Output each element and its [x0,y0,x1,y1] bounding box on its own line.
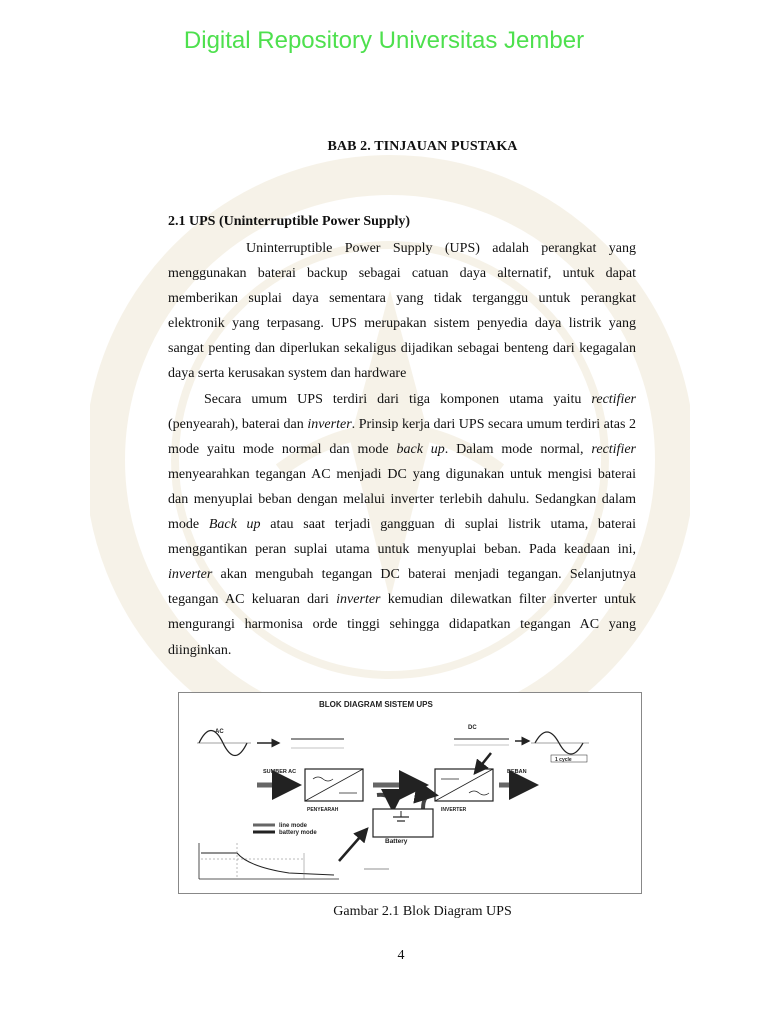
load-label: BEBAN [507,769,527,775]
arrow-rectifier-to-battery [377,795,393,809]
battery-label: Battery [385,838,408,845]
repository-header: Digital Repository Universitas Jember [183,27,585,54]
rectifier-label: PENYEARAH [307,807,339,813]
page-number: 4 [397,948,405,963]
ups-block-diagram [178,692,642,894]
source-label: SUMBER AC [263,769,297,775]
paragraph-ups-principle: Secara umum UPS terdiri dari tiga komponen utama yaitu rectifier (penyearah), baterai dan inverter. Prinsip kerja dari UPS secara umum terdiri atas 2 mode yaitu mode normal dan mode back up. Dalam mode normal, rectifier menyearahkan tegangan AC menjadi DC yang digunakan untuk mengisi baterai dan menyuplai beban dengan melalui inverter terlebih dahulu. Sedangkan dalam mode Back up atau saat terjadi gangguan di suplai listrik utama, baterai menggantikan peran suplai utama untuk menyuplai beban. Pada keadaan ini, inverter akan mengubah tegangan DC baterai menjadi tegangan. Selanjutnya tegangan AC keluaran dari inverter kemudian dilewatkan filter inverter untuk mengurangi harmonisa orde tinggi sehingga didapatkan tegangan AC yang diinginkan. [168,391,637,658]
dc-label: DC [468,725,477,731]
paragraph-ups-definition: Uninterruptible Power Supply (UPS) adalah perangkat yang menggunakan baterai backup sebagai catuan daya alternatif, untuk dapat memberikan suplai daya sementara yang tidak terganggu untuk perangkat elektronik yang terpasang. UPS merupakan sistem penyedia daya listrik yang sangat penting dan diperlukan sekaligus dijadikan sebagai benteng dari kegagalan daya serta kerusakan system dan hardware [168,241,636,382]
charge-curve-inset [199,843,389,879]
body-text [168,236,636,663]
arrow-battery-to-inverter [423,795,435,809]
section-heading: 2.1 UPS (Uninterruptible Power Supply) [168,214,411,229]
legend-battery-mode: battery mode [279,830,317,836]
inverter-label: INVERTER [441,807,467,813]
diagram-title: BLOK DIAGRAM SISTEM UPS [319,700,433,709]
legend-line-mode: line mode [279,823,308,829]
figure-caption: Gambar 2.1 Blok Diagram UPS [333,904,512,919]
cycle-label: 1 cycle [555,757,572,763]
battery-block [373,809,433,837]
chapter-title: BAB 2. TINJAUAN PUSTAKA [327,139,518,154]
ac-label: AC [215,729,224,735]
